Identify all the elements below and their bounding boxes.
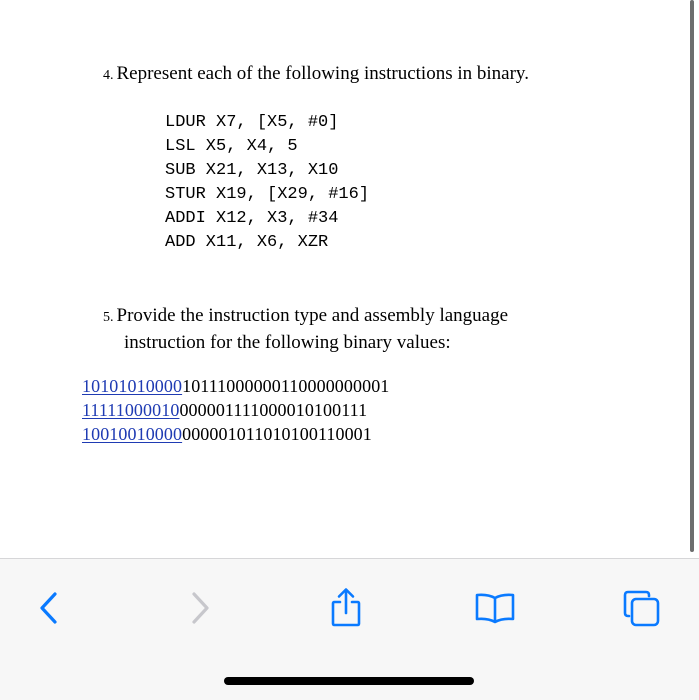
question-5-number: 5. (103, 310, 114, 325)
share-icon (328, 587, 364, 629)
instruction-line: LDUR X7, [X5, #0] (165, 113, 339, 132)
forward-button[interactable] (178, 586, 222, 630)
question-5-line-1: Provide the instruction type and assembly language (116, 305, 509, 326)
scrollbar[interactable] (690, 0, 694, 552)
binary-value-row (82, 398, 389, 422)
instruction-line: ADD X11, X6, XZR (165, 233, 329, 252)
question-5 (103, 303, 508, 355)
binary-link[interactable]: 10101010000 (82, 376, 183, 396)
instruction-line: STUR X19, [X29, #16] (165, 185, 370, 204)
home-indicator[interactable] (224, 677, 474, 685)
bookmarks-button[interactable] (473, 586, 517, 630)
binary-rest: 10111000000110000000001 (182, 376, 390, 396)
tabs-icon (621, 588, 661, 628)
back-button[interactable] (27, 586, 71, 630)
binary-link[interactable]: 10010010000 (82, 424, 183, 444)
forward-icon (188, 591, 212, 625)
instruction-line: ADDI X12, X3, #34 (165, 209, 339, 228)
instruction-line: SUB X21, X13, X10 (165, 161, 339, 180)
back-icon (37, 591, 61, 625)
question-4-text: Represent each of the following instructions in binary. (116, 63, 529, 84)
binary-link[interactable]: 11111000010 (82, 400, 180, 420)
binary-value-row (82, 422, 389, 446)
binary-rest: 000001111000010100111 (179, 400, 368, 420)
binary-values (82, 374, 389, 446)
binary-value-row (82, 374, 389, 398)
instruction-list (165, 111, 369, 255)
question-4-number: 4. (103, 68, 114, 83)
tabs-button[interactable] (619, 586, 663, 630)
question-5-line-2: instruction for the following binary values: (124, 332, 451, 353)
bookmarks-icon (473, 591, 517, 625)
binary-rest: 000001011010100110001 (182, 424, 372, 444)
share-button[interactable] (324, 586, 368, 630)
question-4 (103, 63, 529, 85)
instruction-line: LSL X5, X4, 5 (165, 137, 298, 156)
